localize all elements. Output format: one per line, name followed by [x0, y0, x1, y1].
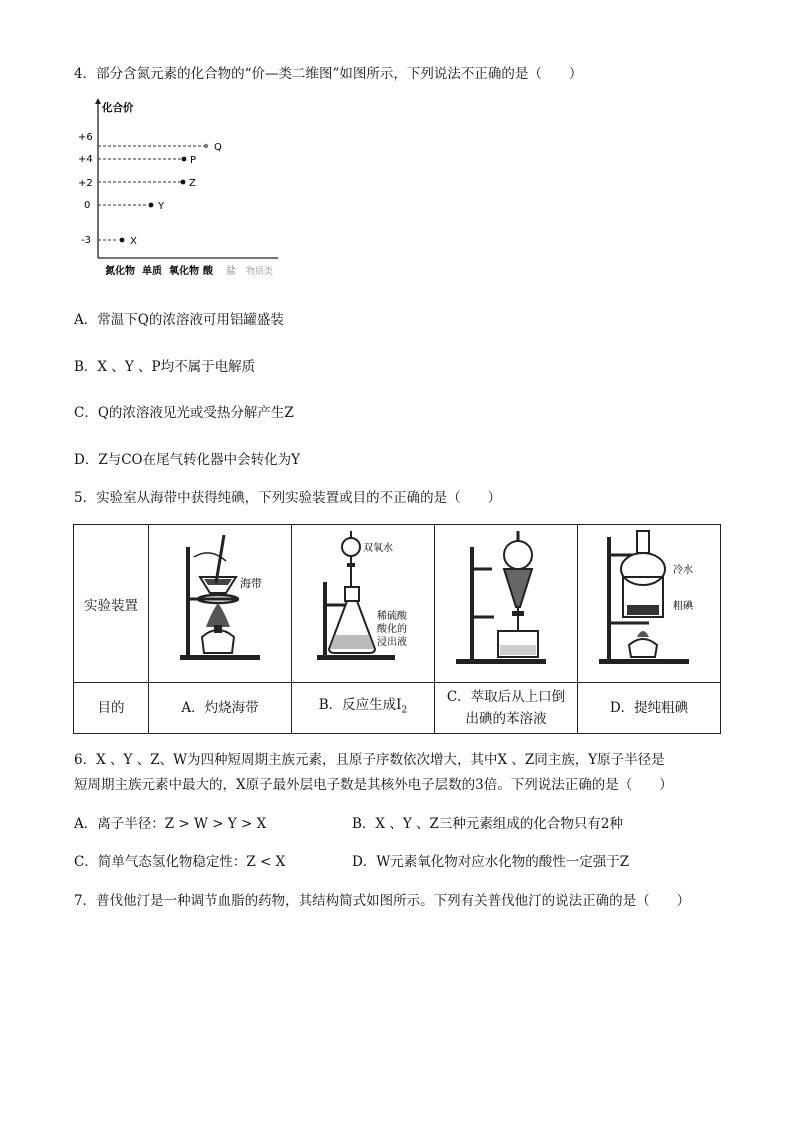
point-x	[120, 238, 125, 243]
label-hydrogen-peroxide: 双氧水	[363, 542, 393, 554]
q4-option-c: C．Q的浓溶液见光或受热分解产生Z	[74, 405, 294, 421]
label-leach-solution: 浸出液	[377, 636, 407, 648]
goal-c-line1: C．萃取后从上口倒	[446, 689, 566, 705]
row-label-goal: 目的	[74, 683, 149, 734]
label-dilute-sulfuric: 稀硫酸	[377, 610, 407, 622]
flask-reaction-apparatus	[293, 527, 433, 677]
point-q	[204, 144, 208, 148]
q4-stem: 4．部分含氮元素的化合物的“价—类二维图”如图所示，下列说法不正确的是（ ）	[74, 66, 583, 82]
point-label-p: P	[190, 155, 197, 166]
label-crude-iodine: 粗碘	[673, 600, 693, 612]
sublimation-apparatus	[579, 527, 719, 677]
goal-b-text: B．反应生成I	[318, 697, 402, 714]
separatory-funnel-apparatus	[436, 527, 576, 677]
point-label-q: Q	[214, 142, 222, 153]
apparatus-a-cell	[149, 525, 292, 683]
crucible-burning-apparatus	[150, 527, 290, 677]
goal-c	[435, 683, 578, 734]
q4-option-a: A．常温下Q的浓溶液可用铝罐盛装	[74, 312, 284, 328]
y-axis-title: 化合价	[102, 102, 134, 114]
y-tick-label: +2	[78, 178, 93, 189]
x-tick-label: 盐	[226, 266, 236, 277]
q6-option-d: D．W元素氧化物对应水化物的酸性一定强于Z	[352, 854, 630, 870]
label-cold-water: 冷水	[673, 564, 693, 576]
experiment-table	[73, 524, 721, 734]
goal-d: D．提纯粗碘	[578, 683, 721, 734]
goal-b	[292, 683, 435, 734]
point-label-x: X	[130, 236, 137, 247]
point-z	[181, 180, 186, 185]
q6-option-c: C．简单气态氢化物稳定性：Z < X	[74, 854, 286, 870]
x-tick-label: 氧化物	[169, 266, 199, 277]
q6-stem-line2: 短周期主族元素中最大的，X原子最外层电子数是其核外电子层数的3倍。下列说法正确的是（ ）	[74, 777, 673, 793]
row-label-apparatus: 实验装置	[74, 525, 149, 683]
label-kelp: 海带	[240, 576, 262, 590]
apparatus-c-cell	[435, 525, 578, 683]
goal-b-subscript: 2	[401, 705, 408, 716]
valence-class-graph	[78, 98, 288, 284]
y-axis-arrow	[95, 98, 101, 104]
q4-option-d: D．Z与CO在尾气转化器中会转化为Y	[74, 452, 301, 468]
y-tick-label: -3	[81, 235, 91, 246]
x-tick-label: 氮化物	[105, 266, 135, 277]
point-label-z: Z	[189, 178, 196, 189]
apparatus-d-cell	[578, 525, 721, 683]
q7-stem: 7．普伐他汀是一种调节血脂的药物，其结构简式如图所示。下列有关普伐他汀的说法正确的是（ ）	[74, 893, 691, 909]
x-tick-label: 物质类	[246, 267, 274, 277]
goal-c-line2: 出碘的苯溶液	[465, 711, 547, 727]
q6-stem-line1: 6．X 、Y 、Z、W为四种短周期主族元素，且原子序数依次增大，其中X 、Z同主族，Y原子半径是	[74, 752, 665, 768]
point-p	[182, 157, 187, 162]
q6-option-a: A．离子半径：Z > W > Y > X	[74, 816, 267, 832]
point-y	[149, 203, 154, 208]
y-tick-label: +6	[78, 132, 93, 143]
q6-option-b: B．X 、Y 、Z三种元素组成的化合物只有2种	[352, 816, 623, 832]
q4-option-b: B．X 、Y 、P均不属于电解质	[74, 359, 256, 375]
apparatus-b-cell	[292, 525, 435, 683]
y-tick-label: 0	[84, 200, 91, 211]
y-tick-label: +4	[78, 154, 93, 165]
x-tick-label: 酸	[203, 266, 213, 277]
x-tick-label: 单质	[142, 266, 162, 277]
q5-stem: 5．实验室从海带中获得纯碘，下列实验装置或目的不正确的是（ ）	[74, 490, 502, 506]
point-label-y: Y	[158, 201, 165, 212]
label-acidified: 酸化的	[377, 623, 407, 635]
goal-a: A．灼烧海带	[149, 683, 292, 734]
